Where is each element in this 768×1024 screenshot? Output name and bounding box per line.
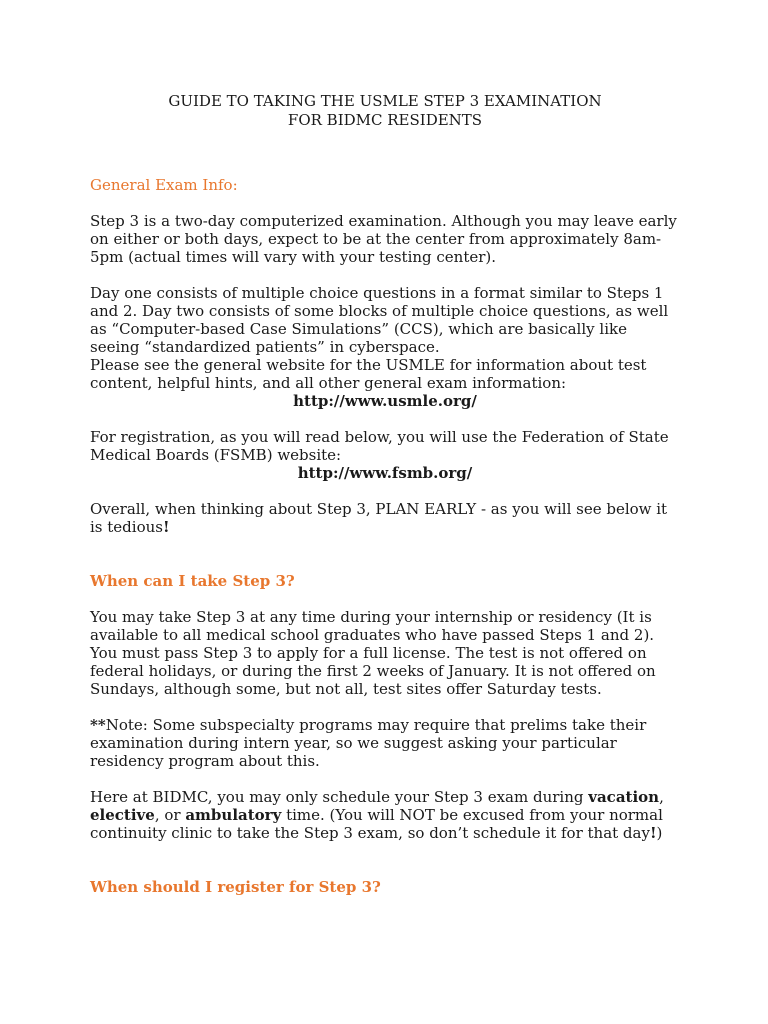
bidmc-bang: ! (649, 824, 657, 842)
bidmc-text-a: Here at BIDMC, you may only schedule your Step 3 exam during (90, 788, 589, 806)
paragraph-bidmc-scheduling (90, 788, 680, 842)
paragraph-plan-early (90, 500, 680, 536)
heading-general-exam-info: General Exam Info: (90, 176, 238, 194)
paragraph-day-one: Day one consists of multiple choice questions in a format similar to Steps 1 and 2. Day two consists of some blocks of multiple choice questions, as well as “Computer-based Case Simulations” (CCS), which are basically like seeing “standardized patients” in cyberspace. (90, 284, 669, 356)
paragraph-usmle-website: Please see the general website for the USMLE for information about test content, helpful hints, and all other general exam information: (90, 356, 647, 392)
bidmc-text-b: , (659, 788, 664, 806)
bidmc-elective: elective (90, 806, 155, 824)
note-text: Note: Some subspecialty programs may require that prelims take their examination during intern year, so we suggest asking your particular residency program about this. (90, 716, 647, 770)
plan-early-bang: ! (162, 518, 170, 536)
heading-when-can-i-take: When can I take Step 3? (90, 572, 295, 590)
document-page (90, 92, 680, 896)
bidmc-ambulatory: ambulatory (185, 806, 282, 824)
paragraph-any-time: You may take Step 3 at any time during your internship or residency (It is available to all medical school graduates who have passed Steps 1 and 2). You must pass Step 3 to apply for a full license. The test is not offered on federal holidays, or during the first 2 weeks of January. It is not offered on Sundays, although some, but not all, test sites offer Saturday tests. (90, 608, 656, 698)
note-stars: ** (90, 716, 106, 734)
document-title (90, 92, 680, 130)
title-line-2: FOR BIDMC RESIDENTS (287, 111, 483, 129)
usmle-link[interactable]: http://www.usmle.org/ (293, 392, 477, 410)
fsmb-link[interactable]: http://www.fsmb.org/ (297, 464, 473, 482)
bidmc-vacation: vacation (588, 788, 660, 806)
heading-when-should-i-register: When should I register for Step 3? (90, 878, 381, 896)
paragraph-two-day-exam: Step 3 is a two-day computerized examination. Although you may leave early on either or both days, expect to be at the center from approximately 8am-5pm (actual times will vary with your testing center). (90, 212, 677, 266)
title-line-1: GUIDE TO TAKING THE USMLE STEP 3 EXAMINATION (168, 92, 602, 110)
plan-early-text: Overall, when thinking about Step 3, PLAN EARLY - as you will see below it is tedious (90, 500, 668, 536)
paragraph-registration: For registration, as you will read below, you will use the Federation of State Medical Boards (FSMB) website: (90, 428, 669, 464)
bidmc-text-c: , or (154, 806, 186, 824)
bidmc-text-d: time. (You will NOT be excused from your normal continuity clinic to take the Step 3 exam, so don’t schedule it for that day (90, 806, 663, 842)
paragraph-note (90, 716, 680, 770)
bidmc-text-e: ) (656, 824, 663, 842)
